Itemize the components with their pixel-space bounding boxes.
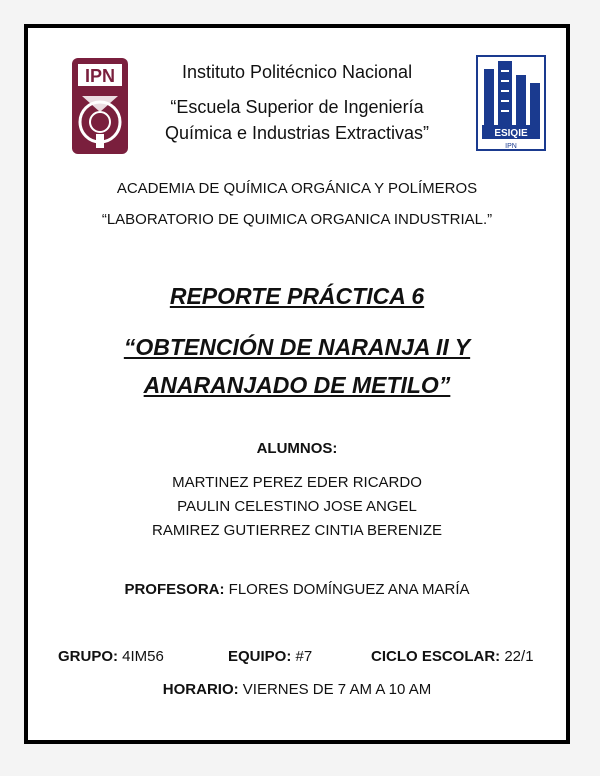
professor-line — [28, 581, 566, 598]
school-name — [28, 94, 566, 146]
students-heading: ALUMNOS: — [256, 440, 338, 457]
schedule-label: HORARIO: — [162, 681, 239, 698]
laboratory-name: “LABORATORIO DE QUIMICA ORGANICA INDUSTRIAL.” — [101, 211, 493, 228]
professor-label: PROFESORA: — [124, 581, 225, 598]
group-info — [58, 648, 164, 665]
report-title: REPORTE PRÁCTICA 6 — [169, 283, 425, 309]
cycle-value: 22/1 — [504, 648, 534, 665]
practice-title-line2: ANARANJADO DE METILO” — [143, 372, 451, 398]
team-value: #7 — [295, 648, 313, 665]
esiqie-logo-subtext: IPN — [505, 143, 517, 150]
student-name: RAMIREZ GUTIERREZ CINTIA BERENIZE — [151, 522, 443, 539]
school-name-line1: “Escuela Superior de Ingeniería — [170, 97, 424, 117]
academy-name: ACADEMIA DE QUÍMICA ORGÁNICA Y POLÍMEROS — [116, 180, 478, 197]
team-info — [228, 648, 312, 665]
cycle-label: CICLO ESCOLAR: — [371, 648, 501, 665]
ipn-logo-text: IPN — [84, 66, 116, 86]
student-name: PAULIN CELESTINO JOSE ANGEL — [177, 498, 417, 515]
group-value: 4IM56 — [122, 648, 164, 665]
group-label: GRUPO: — [58, 648, 118, 665]
institution-name: Instituto Politécnico Nacional — [181, 62, 413, 82]
cover-page — [24, 24, 570, 744]
esiqie-logo-text: ESIQIE — [494, 128, 528, 139]
schedule-line — [28, 681, 566, 698]
student-name: MARTINEZ PEREZ EDER RICARDO — [172, 474, 422, 491]
school-name-line2: Química e Industrias Extractivas” — [164, 123, 430, 143]
team-label: EQUIPO: — [228, 648, 292, 665]
schedule-value: VIERNES DE 7 AM A 10 AM — [242, 681, 432, 698]
practice-title — [28, 328, 566, 404]
professor-name: FLORES DOMÍNGUEZ ANA MARÍA — [228, 581, 470, 598]
practice-title-line1: “OBTENCIÓN DE NARANJA II Y — [123, 334, 471, 360]
school-cycle-info — [371, 648, 534, 665]
